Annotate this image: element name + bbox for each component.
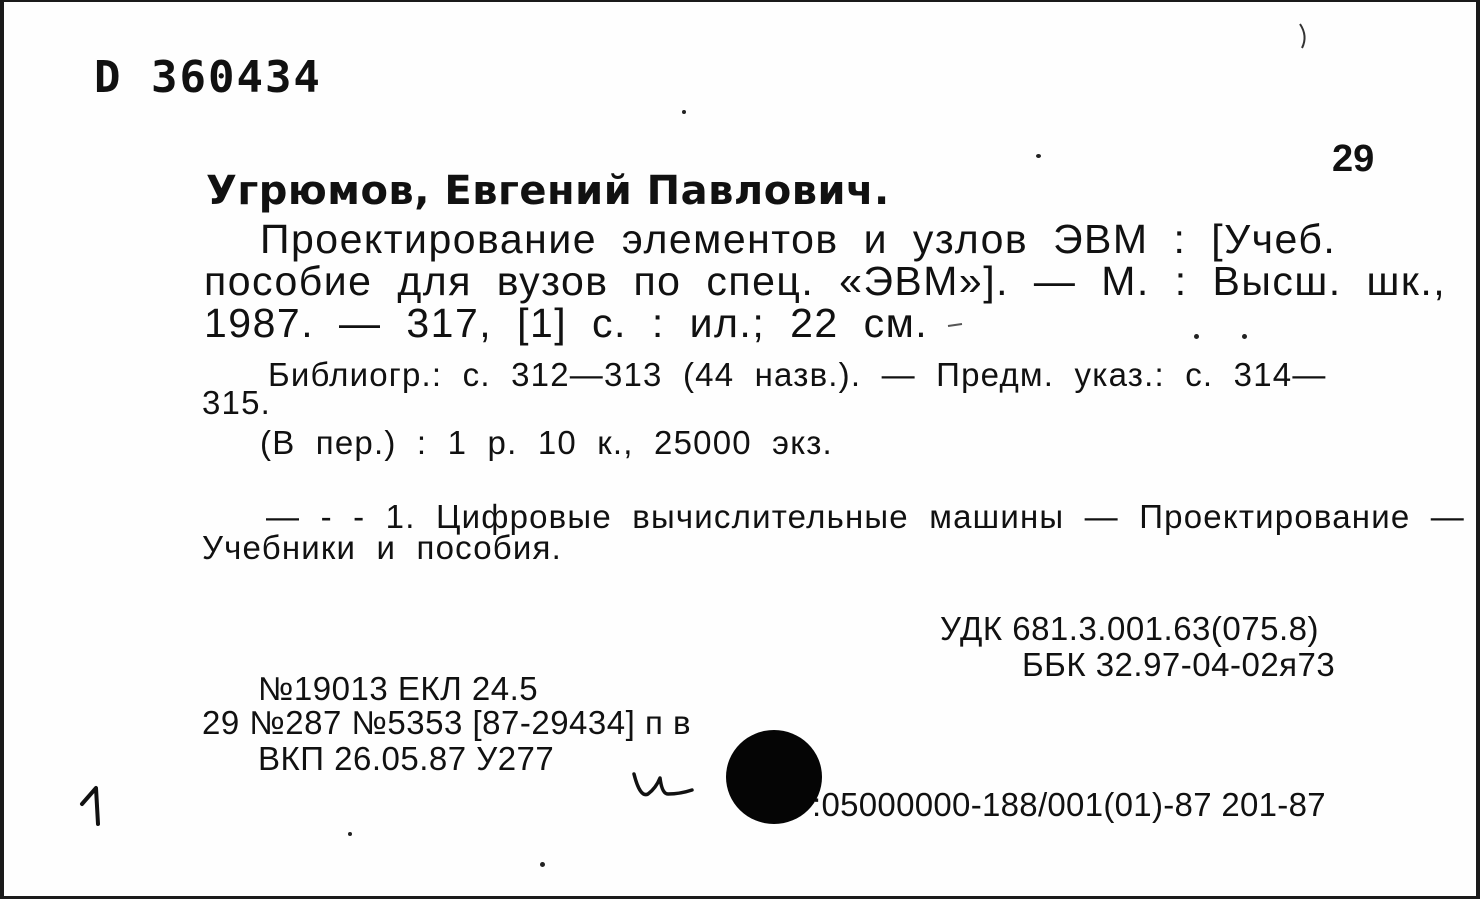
pencil-dash (948, 324, 962, 326)
handwritten-initial-scribble (634, 774, 692, 795)
speck-dot (682, 110, 686, 114)
price-line: (В пер.) : 1 р. 10 к., 25000 экз. (260, 424, 833, 461)
inventory-stamp: D 360434 (94, 52, 322, 103)
bibliography-line-2: 315. (202, 384, 272, 421)
subject-line-1: — - - 1. Цифровые вычислительные машины — Проектирование — (266, 498, 1465, 535)
speck-dot (540, 862, 545, 867)
handwritten-one-mark (82, 788, 98, 824)
speck-dot (1036, 154, 1041, 158)
title-line-3: 1987. — 317, [1] с. : ил.; 22 см. (204, 300, 929, 346)
catalog-line-1: №19013 ЕКЛ 24.5 (258, 670, 539, 707)
title-line-1: Проектирование элементов и узлов ЭВМ : [Учеб. (260, 216, 1337, 262)
page-number: 29 (1332, 138, 1375, 180)
speck-dot (1242, 334, 1247, 339)
bracket-mark (1300, 24, 1305, 48)
author-heading: Угрюмов, Евгений Павлович. (206, 168, 890, 214)
title-line-2: пособие для вузов по спец. «ЭВМ»]. — М. : Высш. шк., (204, 258, 1447, 304)
subject-line-2: Учебники и пособия. (202, 529, 562, 566)
bibliography-line-1: Библиогр.: с. 312—313 (44 назв.). — Предм. указ.: с. 314— (268, 356, 1327, 393)
catalog-line-3: ВКП 26.05.87 У277 (258, 740, 555, 777)
speck-dot (348, 832, 352, 836)
handwriting-layer (4, 2, 1480, 901)
bbk-code: ББК 32.97-04-02я73 (1022, 646, 1336, 683)
udk-code: УДК 681.3.001.63(075.8) (940, 610, 1319, 647)
speck-dot (1194, 334, 1199, 339)
isbn-code: :05000000-188/001(01)-87 201-87 (812, 786, 1326, 823)
catalog-line-2: 29 №287 №5353 [87-29434] п в (202, 704, 692, 741)
